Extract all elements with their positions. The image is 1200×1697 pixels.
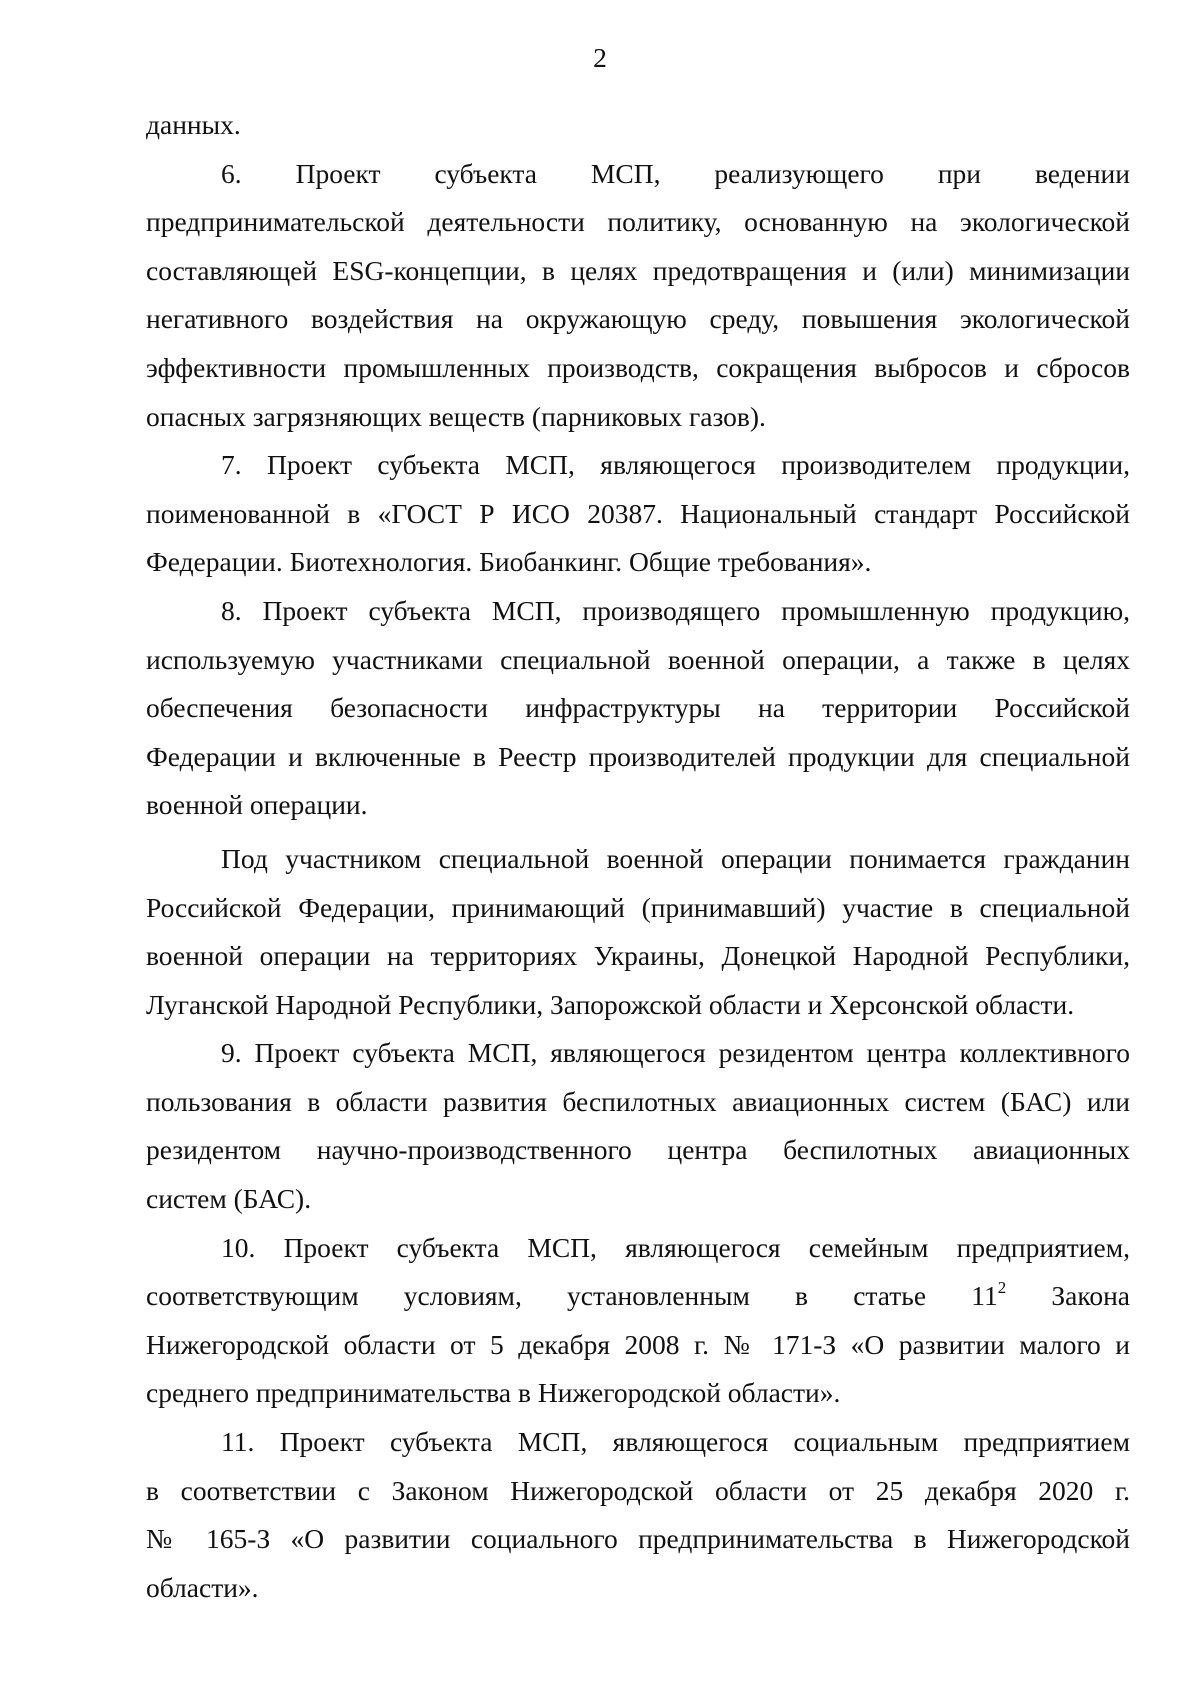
text-line: в соответствии с Законом Нижегородской области от 25 декабря 2020 г. (146, 1474, 1130, 1506)
paragraph-item-9 (146, 1029, 1130, 1223)
text-line: негативного воздействия на окружающую среду, повышения экологической (146, 303, 1130, 335)
text-line: поименованной в «ГОСТ Р ИСО 20387. Национальный стандарт Российской (146, 497, 1130, 529)
text-line: эффективности промышленных производств, сокращения выбросов и сбросов (146, 351, 1130, 383)
text-line: резидентом научно-производственного центра беспилотных авиационных (146, 1134, 1130, 1166)
text-line: Российской Федерации, принимающий (принимавший) участие в специальной (146, 891, 1130, 923)
text-line: 9. Проект субъекта МСП, являющегося резидентом центра коллективного (221, 1037, 1130, 1069)
text-line: области». (146, 1571, 259, 1603)
text-line: 11. Проект субъекта МСП, являющегося социальным предприятием (221, 1426, 1130, 1458)
text-word: установленным (567, 1280, 750, 1312)
text-line: среднего предпринимательства в Нижегородской области». (146, 1377, 841, 1409)
paragraph-item-11 (146, 1418, 1130, 1612)
text-word: $11^2$ (971, 1278, 1007, 1312)
paragraph-continuation (146, 101, 1130, 150)
document-body (146, 101, 1130, 1612)
text-line: Нижегородской области от 5 декабря 2008 г. № 171-З «О развитии малого и (146, 1328, 1130, 1360)
text-word: условиям, (403, 1280, 522, 1312)
text-line: Луганской Народной Республики, Запорожской области и Херсонской области. (146, 988, 1075, 1020)
paragraph-participant-definition (146, 835, 1130, 1029)
text-line: Федерации и включенные в Реестр производителей продукции для специальной (146, 740, 1130, 772)
text-line-with-superscript (146, 1272, 1130, 1321)
text-line: используемую участниками специальной военной операции, а также в целях (146, 643, 1130, 675)
text-line: опасных загрязняющих веществ (парниковых газов). (146, 400, 766, 432)
text-line: составляющей ESG-концепции, в целях предотвращения и (или) минимизации (146, 254, 1130, 286)
text-line: систем (БАС). (146, 1183, 312, 1215)
text-line: пользования в области развития беспилотных авиационных систем (БАС) или (146, 1085, 1130, 1117)
text-line: № 165-З «О развитии социального предпринимательства в Нижегородской (146, 1523, 1130, 1555)
text-line: предпринимательской деятельности политику, основанную на экологической (146, 206, 1130, 238)
text-line: военной операции на территориях Украины, Донецкой Народной Республики, (146, 940, 1130, 972)
text-line: 10. Проект субъекта МСП, являющегося семейным предприятием, (221, 1231, 1130, 1263)
text-line: данных. (146, 109, 241, 140)
text-word: Закона (1051, 1280, 1130, 1312)
superscript: 2 (997, 1278, 1007, 1298)
text-line: военной операции. (146, 789, 368, 821)
paragraph-item-7 (146, 441, 1130, 587)
paragraph-item-8 (146, 587, 1130, 830)
text-line: 6. Проект субъекта МСП, реализующего при ведении (221, 157, 1130, 189)
text-word: статье (853, 1280, 927, 1312)
text-line: Федерации. Биотехнология. Биобанкинг. Общие требования». (146, 546, 872, 578)
text-word: в (795, 1280, 809, 1312)
page-number: 2 (593, 42, 607, 73)
paragraph-item-10 (146, 1224, 1130, 1418)
text-line: Под участником специальной военной операции понимается гражданин (221, 842, 1130, 874)
text-line: 7. Проект субъекта МСП, являющегося производителем продукции, (221, 449, 1130, 481)
text-line: обеспечения безопасности инфраструктуры на территории Российской (146, 692, 1130, 724)
text-line: 8. Проект субъекта МСП, производящего промышленную продукцию, (221, 594, 1130, 626)
text-word: соответствующим (146, 1280, 359, 1312)
paragraph-item-6 (146, 150, 1130, 442)
